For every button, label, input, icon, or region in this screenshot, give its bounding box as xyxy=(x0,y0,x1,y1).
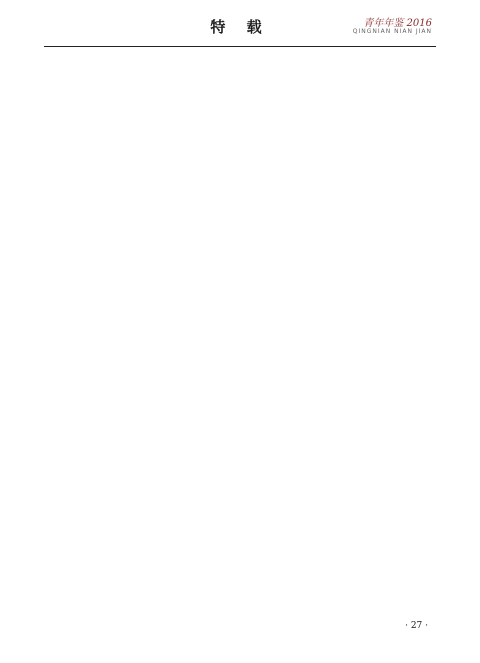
left-column xyxy=(52,62,242,622)
publication-brand: 青年年鉴 2016 xyxy=(363,18,432,29)
page-number: · 27 · xyxy=(405,621,428,631)
header-rule xyxy=(44,46,436,47)
section-title: 特 载 xyxy=(210,18,270,36)
page-header xyxy=(0,0,480,56)
publication-pinyin: QINGNIAN NIAN JIAN xyxy=(352,28,432,35)
right-column xyxy=(255,62,445,622)
